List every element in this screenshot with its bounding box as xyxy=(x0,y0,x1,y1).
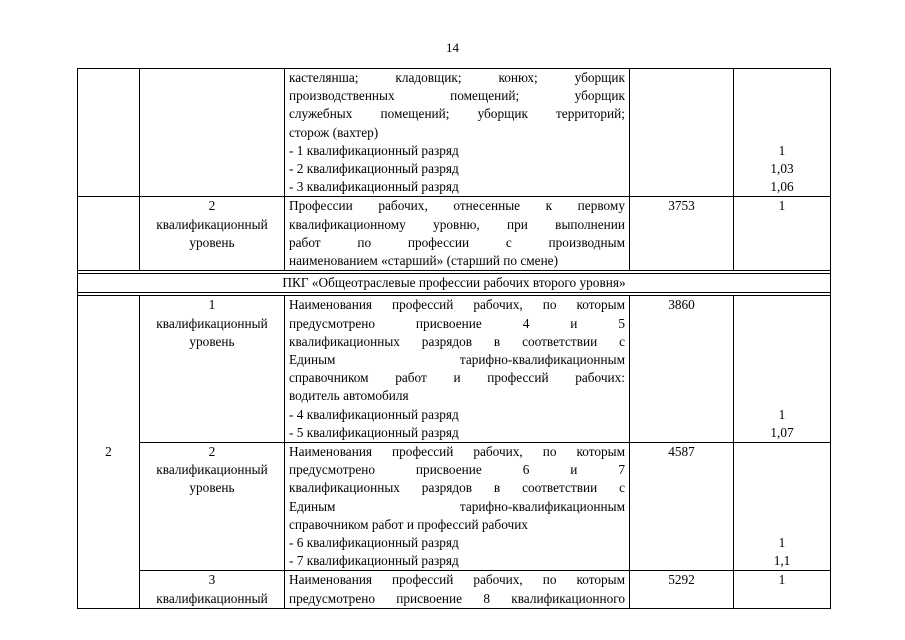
description-line: Наименования профессий рабочих, по которым xyxy=(289,572,625,588)
level-cell: 1 квалификационный уровень xyxy=(140,296,285,443)
description-line: справочником работ и профессий рабочих: xyxy=(289,370,625,386)
description-line: кастелянша; кладовщик; конюх; уборщик xyxy=(289,70,625,85)
coefficient-value: 1,07 xyxy=(770,424,794,440)
grade-item: - 4 квалификационный разряд xyxy=(289,406,459,422)
coefficient-value: 1 xyxy=(778,406,786,422)
pkg-title: ПКГ «Общеотраслевые профессии рабочих второго уровня» xyxy=(78,274,831,293)
table-row xyxy=(78,197,831,271)
coefficient-value: 1,03 xyxy=(770,160,794,176)
grade-item: - 6 квалификационный разряд xyxy=(289,535,459,551)
page-number: 14 xyxy=(446,40,459,55)
coefficient-value: 1 xyxy=(778,535,786,550)
grade-item: - 1 квалификационный разряд xyxy=(289,142,459,158)
description-cell xyxy=(285,296,630,443)
table-row xyxy=(78,443,831,571)
description-line: служебных помещений; уборщик территорий; xyxy=(289,106,625,122)
salary-cell: 3860 xyxy=(630,296,734,443)
group-cell xyxy=(78,69,140,197)
coefficient-value: 1 xyxy=(778,142,786,158)
coefficient-value: 1,06 xyxy=(770,179,794,195)
salary-cell xyxy=(630,69,734,197)
level-cell: 2 квалификационный уровень xyxy=(140,197,285,271)
description-line: Единым тарифно-квалификационным xyxy=(289,498,625,514)
qualification-table xyxy=(77,68,831,609)
table-row xyxy=(78,571,831,608)
salary-cell: 3753 xyxy=(630,197,734,271)
salary-cell: 5292 xyxy=(630,571,734,608)
table-row xyxy=(78,296,831,443)
grade-item: - 7 квалификационный разряд xyxy=(289,553,459,569)
grade-item: - 2 квалификационный разряд xyxy=(289,161,459,177)
description-cell xyxy=(285,443,630,571)
group-cell xyxy=(78,197,140,271)
grade-item: - 5 квалификационный разряд xyxy=(289,424,459,440)
level-cell xyxy=(140,69,285,197)
description-line: предусмотрено присвоение 8 квалификационного xyxy=(289,590,625,606)
description-line: квалификационному уровню, при выполнении xyxy=(289,216,625,232)
description-cell xyxy=(285,197,630,271)
coefficient-cell xyxy=(734,69,831,197)
description-cell xyxy=(285,69,630,197)
description-cell xyxy=(285,571,630,608)
coefficient-cell: 1 xyxy=(734,571,831,608)
description-line: Единым тарифно-квалификационным xyxy=(289,352,625,368)
grade-item: - 3 квалификационный разряд xyxy=(289,179,459,195)
coefficient-cell xyxy=(734,296,831,443)
coefficient-value: 1,1 xyxy=(773,553,791,569)
group-number: 2 xyxy=(78,296,140,608)
coefficient-cell xyxy=(734,443,831,571)
coefficient-cell: 1 xyxy=(734,197,831,271)
description-line: работ по профессии с производным xyxy=(289,234,625,250)
description-line: сторож (вахтер) xyxy=(289,124,379,140)
description-line: квалификационных разрядов в соответствии с xyxy=(289,333,625,349)
description-line: справочником работ и профессий рабочих xyxy=(289,516,528,532)
description-line: производственных помещений; уборщик xyxy=(289,88,625,104)
description-line: Наименования профессий рабочих, по которым xyxy=(289,444,625,460)
description-line: наименованием «старший» (старший по смене) xyxy=(289,253,559,269)
table-row xyxy=(78,69,831,197)
description-line: Наименования профессий рабочих, по которым xyxy=(289,297,625,313)
table-row xyxy=(78,274,831,293)
description-line: предусмотрено присвоение 6 и 7 xyxy=(289,462,625,478)
level-cell: 2 квалификационный уровень xyxy=(140,443,285,571)
level-cell: 3 квалификационный xyxy=(140,571,285,608)
salary-cell: 4587 xyxy=(630,443,734,571)
description-line: Профессии рабочих, отнесенные к первому xyxy=(289,198,625,214)
description-line: предусмотрено присвоение 4 и 5 xyxy=(289,315,625,331)
description-line: квалификационных разрядов в соответствии с xyxy=(289,480,625,496)
description-line: водитель автомобиля xyxy=(289,388,409,404)
